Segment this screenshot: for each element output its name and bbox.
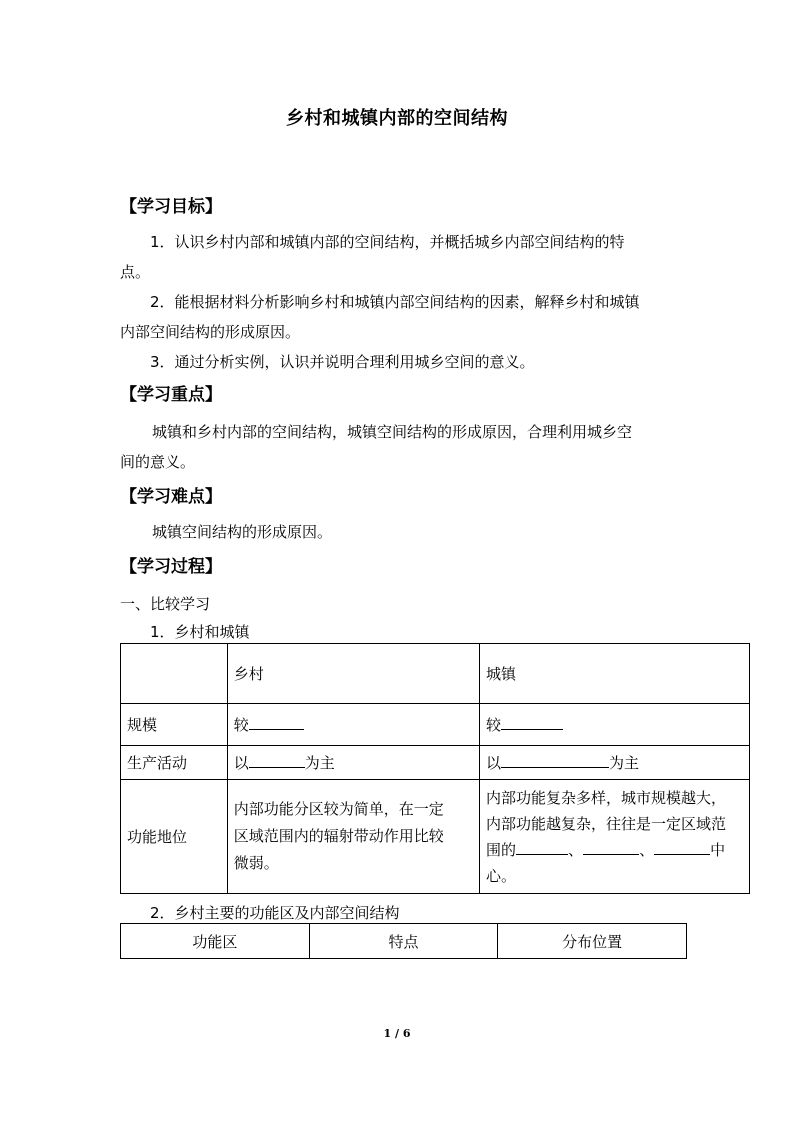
key-points-heading: 【学习重点】 <box>120 385 222 405</box>
row-label-scale: 规模 <box>121 704 228 746</box>
function-urban-cell <box>480 780 750 894</box>
function-urban-blank-1[interactable] <box>516 840 568 855</box>
row-label-production: 生产活动 <box>121 746 228 780</box>
objective-2-line-2: 内部空间结构的形成原因。 <box>120 323 301 341</box>
production-rural-prefix: 以 <box>233 754 249 772</box>
function-urban-line-3-suffix: 中 <box>710 840 726 859</box>
function-urban-separator-1: 、 <box>568 840 584 859</box>
production-urban-blank[interactable] <box>501 753 609 768</box>
scale-rural-blank[interactable] <box>249 715 304 730</box>
function-urban-line-2: 内部功能越复杂，往往是一定区域范 <box>486 814 727 833</box>
objectives-heading: 【学习目标】 <box>120 197 222 217</box>
function-rural-line-1: 内部功能分区较为简单，在一定 <box>233 800 444 818</box>
page-number: 1 / 6 <box>383 1027 411 1040</box>
production-urban-suffix: 为主 <box>609 754 640 772</box>
function-urban-line-1: 内部功能复杂多样，城市规模越大， <box>486 788 727 807</box>
document-title: 乡村和城镇内部的空间结构 <box>286 108 508 129</box>
objective-1-line-1: 1．认识乡村内部和城镇内部的空间结构，并概括城乡内部空间结构的特 <box>150 233 625 251</box>
production-urban-cell <box>480 746 750 780</box>
scale-rural-cell <box>227 704 479 746</box>
production-rural-blank[interactable] <box>249 753 305 768</box>
difficulties-line-1: 城镇空间结构的形成原因。 <box>152 523 333 541</box>
header-rural: 乡村 <box>227 644 479 704</box>
header-location: 分布位置 <box>498 924 687 959</box>
function-rural-line-3: 微弱。 <box>233 854 279 872</box>
function-urban-line-3-prefix: 围的 <box>486 840 517 859</box>
section-compare: 一、比较学习 <box>120 595 211 613</box>
scale-rural-prefix: 较 <box>233 716 249 734</box>
objective-2-line-1: 2．能根据材料分析影响乡村和城镇内部空间结构的因素，解释乡村和城镇 <box>150 293 640 311</box>
scale-urban-blank[interactable] <box>501 715 563 730</box>
difficulties-heading: 【学习难点】 <box>120 487 222 507</box>
objective-3: 3．通过分析实例，认识并说明合理利用城乡空间的意义。 <box>150 353 535 371</box>
function-urban-line-4: 心。 <box>486 866 517 885</box>
row-label-function: 功能地位 <box>121 780 228 894</box>
header-function-area: 功能区 <box>121 924 310 959</box>
function-rural-cell <box>227 780 479 894</box>
production-urban-prefix: 以 <box>486 754 502 772</box>
scale-urban-cell <box>480 704 750 746</box>
subsection-rural-urban: 1．乡村和城镇 <box>150 623 250 641</box>
function-urban-blank-2[interactable] <box>583 840 639 855</box>
objective-1-line-2: 点。 <box>120 263 151 281</box>
subsection-rural-functions: 2．乡村主要的功能区及内部空间结构 <box>150 904 400 922</box>
header-characteristics: 特点 <box>309 924 498 959</box>
header-urban: 城镇 <box>480 644 750 704</box>
process-heading: 【学习过程】 <box>120 557 222 577</box>
key-points-line-1: 城镇和乡村内部的空间结构，城镇空间结构的形成原因，合理利用城乡空 <box>152 423 633 441</box>
production-rural-cell <box>227 746 479 780</box>
scale-urban-prefix: 较 <box>486 716 502 734</box>
function-urban-blank-3[interactable] <box>654 840 710 855</box>
function-urban-line-3 <box>486 837 743 863</box>
function-rural-line-2: 区域范围内的辐射带动作用比较 <box>233 827 444 845</box>
table-corner-cell <box>121 644 228 704</box>
production-rural-suffix: 为主 <box>304 754 335 772</box>
function-urban-separator-2: 、 <box>639 840 655 859</box>
rural-function-table <box>120 923 687 959</box>
rural-urban-table <box>120 643 750 894</box>
key-points-line-2: 间的意义。 <box>120 453 196 471</box>
